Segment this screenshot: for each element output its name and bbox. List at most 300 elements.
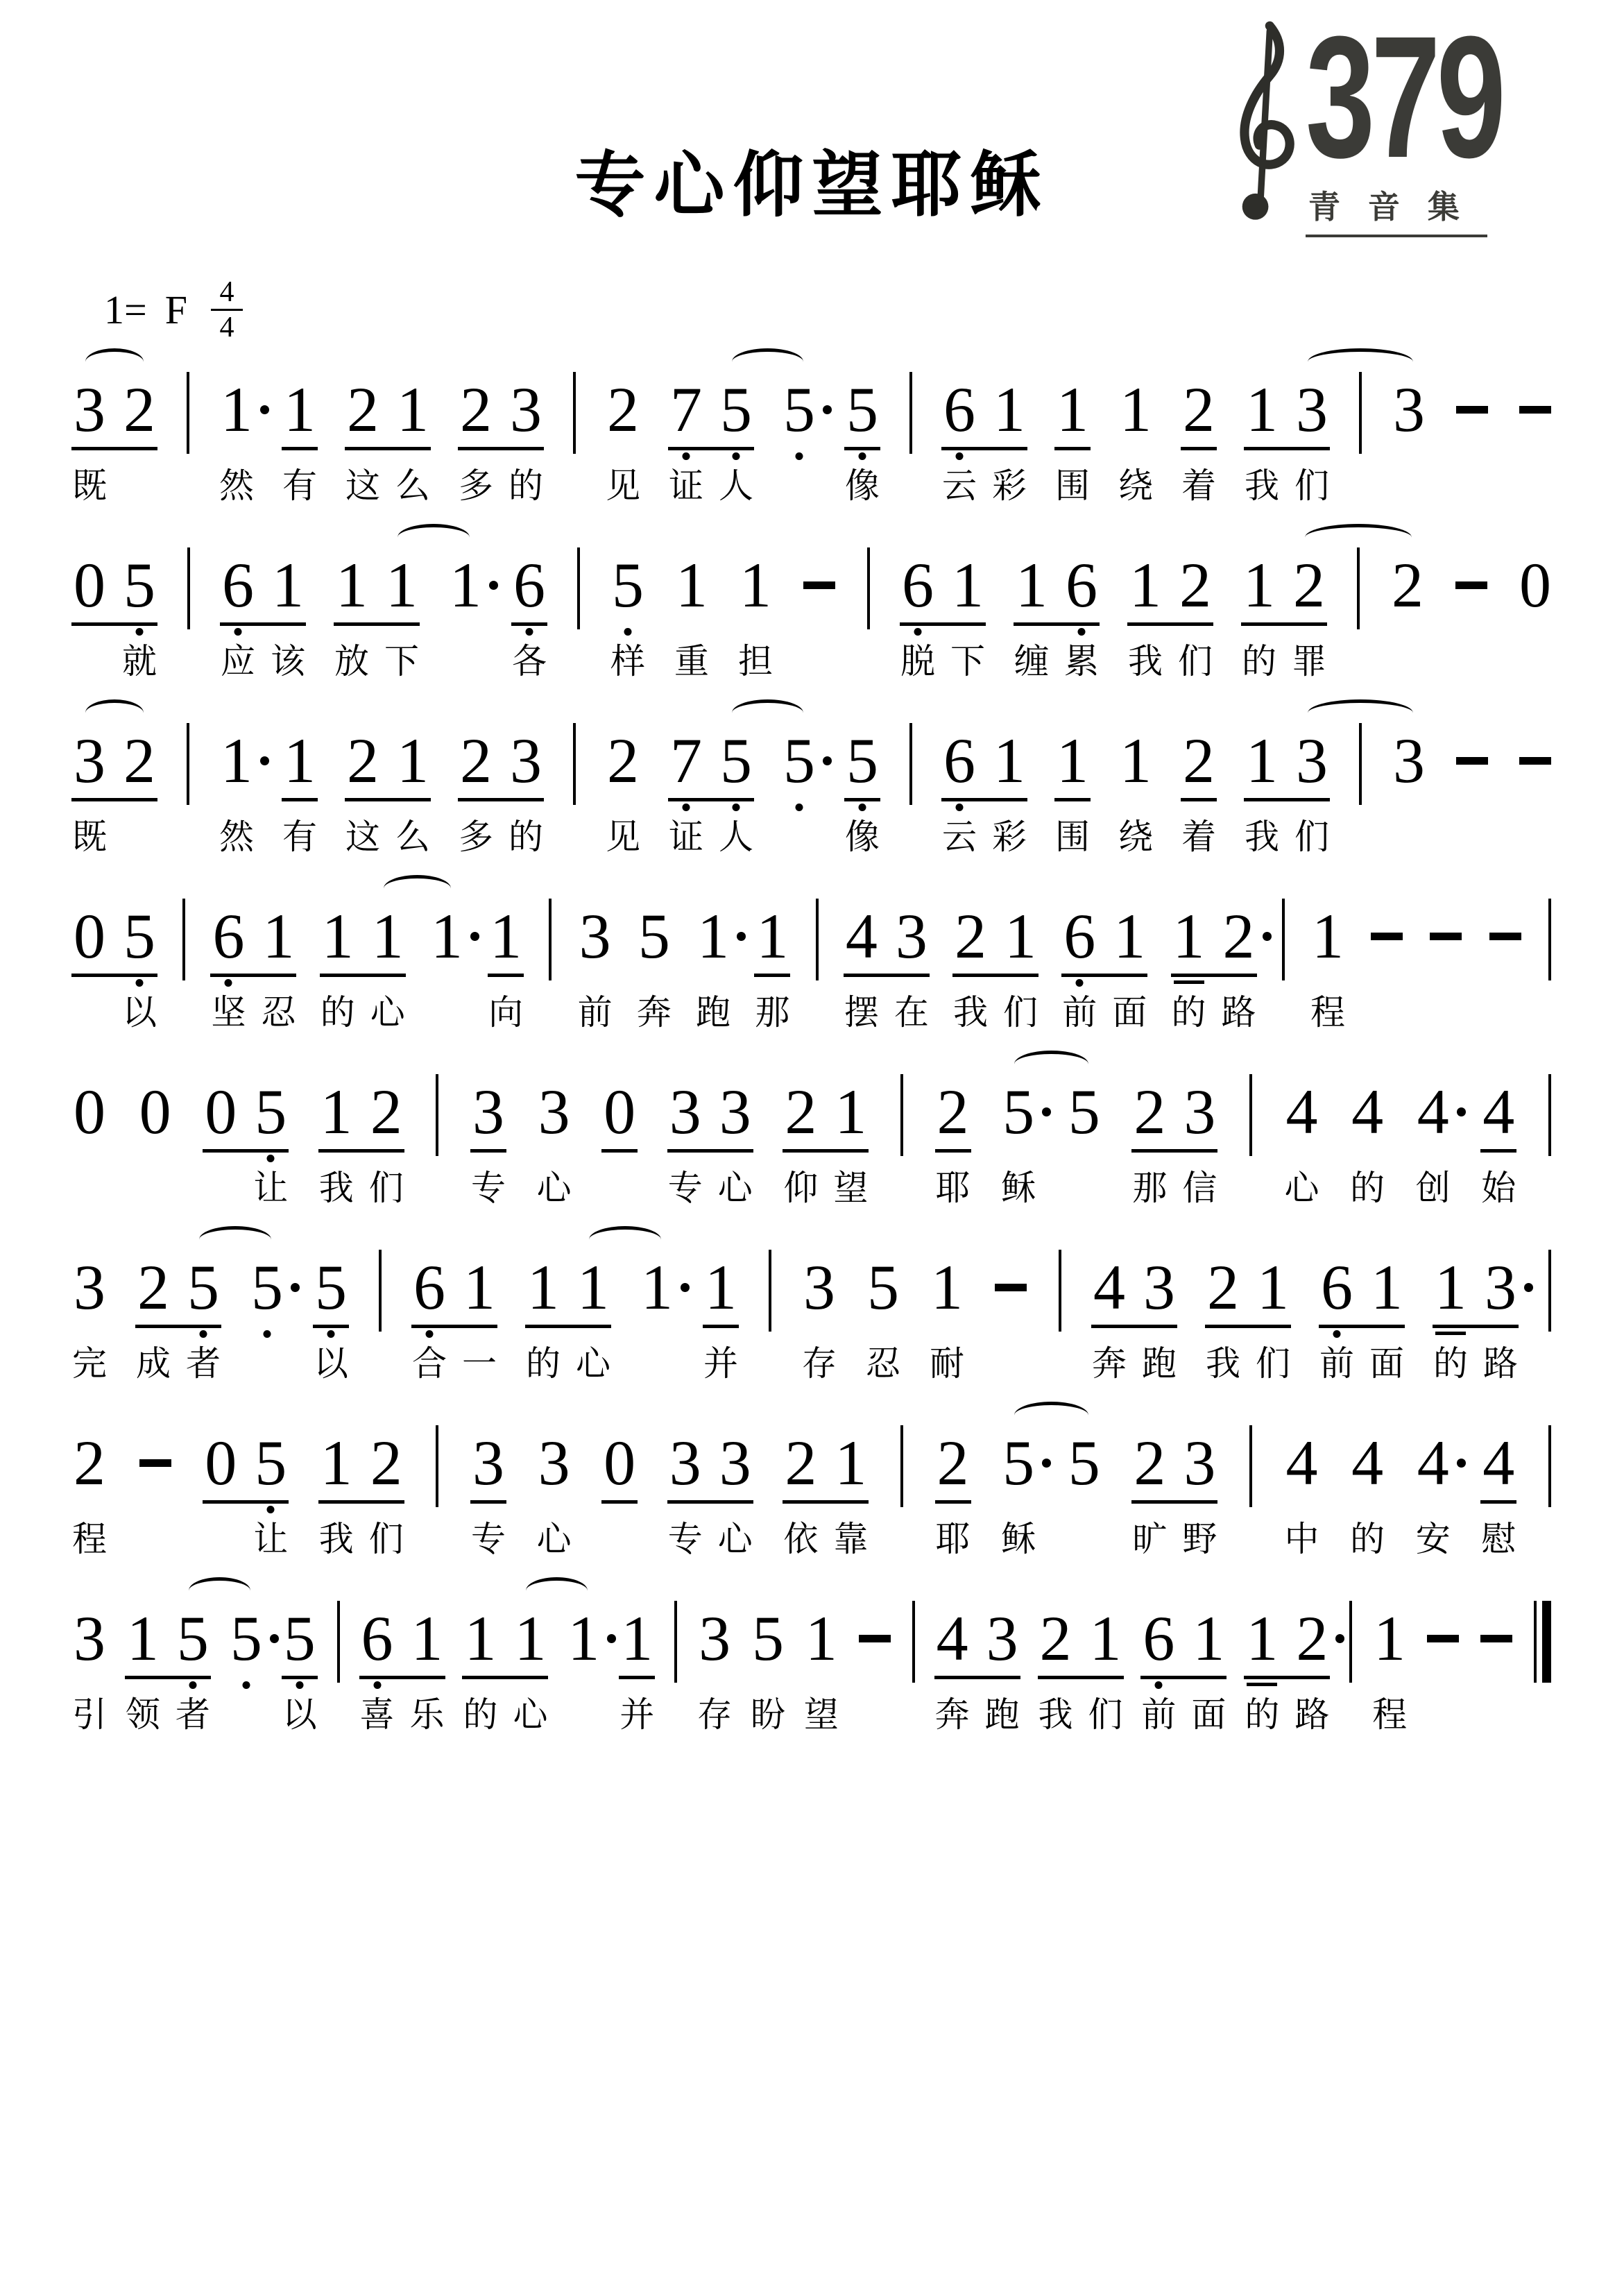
note-group	[1415, 1076, 1451, 1212]
time-signature	[211, 278, 243, 342]
note	[1068, 1076, 1100, 1212]
eighth-underline	[783, 1500, 869, 1504]
note-number: 2	[1293, 550, 1325, 620]
eighth-underline	[71, 447, 157, 450]
note-group	[1519, 550, 1551, 685]
note-number: 5	[1068, 1076, 1100, 1147]
barline	[337, 1601, 340, 1683]
note-group	[205, 1076, 289, 1212]
note-number: 5	[315, 1252, 347, 1323]
eighth-underline	[135, 1325, 221, 1328]
barline	[912, 1601, 915, 1683]
note-group	[470, 1427, 506, 1563]
lyric: 专	[470, 1169, 506, 1207]
note-group	[1181, 725, 1216, 860]
note-number: 5	[751, 1603, 784, 1674]
note-number: 2	[370, 1076, 402, 1147]
note	[1112, 901, 1147, 1036]
note-group	[334, 550, 419, 685]
lyric: 专	[470, 1520, 506, 1558]
note	[1088, 1603, 1123, 1738]
lyric: 我	[1245, 466, 1279, 505]
note	[72, 1252, 107, 1387]
note-number: 1	[1005, 901, 1037, 971]
note	[1221, 901, 1256, 1036]
note-number: 4	[1351, 1076, 1384, 1147]
note	[370, 901, 405, 1036]
note-group	[783, 374, 815, 509]
lyric: 着	[1181, 466, 1216, 505]
note-number: 5	[176, 1603, 209, 1674]
note	[1118, 374, 1153, 509]
note	[314, 1252, 348, 1387]
note-group	[318, 1076, 404, 1212]
dash-note	[803, 553, 835, 617]
note-group	[669, 374, 753, 509]
eighth-underline	[334, 622, 420, 626]
note	[641, 1252, 673, 1387]
lyric: 依	[783, 1520, 819, 1558]
note	[1182, 1076, 1217, 1212]
note	[253, 1427, 289, 1563]
barline	[182, 899, 185, 980]
note-group	[738, 550, 773, 685]
note	[1182, 1427, 1217, 1563]
eighth-underline	[900, 622, 986, 626]
note-number: 1	[397, 374, 429, 445]
low-octave-dot	[956, 452, 964, 460]
barline	[1349, 1601, 1352, 1683]
note-number: 2	[1223, 904, 1255, 968]
note-number: 1	[993, 725, 1025, 796]
lyric: 既	[72, 817, 107, 856]
eighth-underline	[1244, 447, 1330, 450]
note	[1014, 550, 1049, 685]
note	[669, 725, 703, 860]
note	[803, 1603, 839, 1738]
note-number: 4	[1417, 1080, 1449, 1144]
dash-note	[995, 1255, 1027, 1319]
lyric: 绕	[1118, 817, 1153, 856]
note-group	[942, 725, 1027, 860]
note-number: 3	[895, 901, 928, 971]
eighth-underline	[359, 1676, 445, 1679]
lyric: 那	[1132, 1169, 1168, 1207]
low-octave-dot	[526, 628, 533, 636]
note-number: 6	[1143, 1603, 1175, 1674]
note	[1350, 1427, 1385, 1563]
note-group	[1393, 374, 1425, 509]
measure-row	[72, 1603, 1551, 1738]
note-number: 1	[1371, 1252, 1403, 1323]
lyric: 前	[1319, 1344, 1354, 1383]
note	[74, 901, 105, 1036]
note-number: 1	[705, 1252, 737, 1323]
note-number: 2	[74, 1427, 105, 1498]
note-group	[459, 725, 543, 860]
slur-arc	[189, 1577, 250, 1604]
lyric: 一	[462, 1344, 497, 1383]
note-group	[205, 1427, 289, 1563]
low-octave-dot	[234, 628, 242, 636]
lyric: 各	[512, 642, 547, 681]
note-number: 2	[607, 725, 639, 796]
note-number: 3	[472, 1076, 504, 1147]
lyric: 信	[1182, 1169, 1217, 1207]
note-group	[567, 1603, 600, 1738]
note-number: 2	[123, 725, 155, 796]
lyric: 我	[1038, 1695, 1073, 1734]
note-group	[803, 1603, 839, 1738]
note-number: 1	[1435, 1252, 1467, 1323]
barline	[1548, 899, 1551, 980]
note	[1068, 1427, 1100, 1563]
note-number: 0	[604, 1076, 636, 1147]
note-group	[72, 725, 155, 860]
note-group	[802, 1252, 837, 1387]
eighth-underline	[203, 1149, 289, 1153]
lyric: 专	[667, 1520, 703, 1558]
eighth-underline	[470, 1149, 506, 1153]
note-number: 5	[255, 1076, 287, 1147]
note-number: 6	[902, 550, 934, 620]
note-number: 5	[720, 374, 752, 445]
note	[318, 1076, 354, 1212]
note-group	[359, 1603, 445, 1738]
eighth-underline	[203, 1500, 289, 1504]
note-number: 1	[805, 1603, 837, 1674]
note	[230, 1603, 262, 1738]
note	[318, 1427, 354, 1563]
lyric: 心	[717, 1169, 753, 1207]
note-number: 0	[74, 901, 105, 971]
note-number: 0	[604, 1427, 636, 1498]
dotted-note-dot	[291, 1283, 300, 1292]
eighth-underline	[318, 1149, 404, 1153]
lyric: 望	[803, 1695, 839, 1734]
note	[1294, 1603, 1330, 1738]
note	[1064, 550, 1099, 685]
dash-note	[1519, 377, 1551, 441]
note-number: 1	[1246, 1603, 1279, 1674]
note	[1132, 1427, 1168, 1563]
note-number: 7	[670, 725, 702, 796]
slur-arc	[398, 524, 470, 551]
note-number: 3	[1485, 1255, 1516, 1319]
dotted-note-dot	[1335, 1634, 1344, 1643]
note-group	[783, 1427, 869, 1563]
note-number: 2	[460, 725, 492, 796]
hymn-number: 379	[1305, 0, 1502, 194]
slur-arc	[589, 1226, 661, 1253]
note	[567, 1603, 600, 1738]
key-prefix: 1=	[104, 287, 147, 332]
note-group	[320, 901, 405, 1036]
dash-note	[1489, 904, 1521, 968]
note-number: 3	[538, 1427, 570, 1498]
slur-arc	[1308, 699, 1413, 727]
note	[783, 1076, 819, 1212]
note	[123, 374, 155, 509]
note	[844, 901, 879, 1036]
eighth-underline	[282, 798, 318, 801]
measure-row	[72, 725, 1551, 860]
lyric: 我	[953, 993, 989, 1032]
note-number: 7	[670, 374, 702, 445]
note-number: 3	[1393, 725, 1425, 796]
barline	[187, 547, 190, 629]
eighth-underline	[703, 1325, 739, 1328]
eighth-underline	[1181, 447, 1217, 450]
note	[334, 550, 369, 685]
eighth-underline	[1205, 1325, 1291, 1328]
barline	[436, 1425, 438, 1507]
barline	[1357, 547, 1360, 629]
lyric: 的	[320, 993, 355, 1032]
sixteenth-underline	[1247, 1683, 1277, 1686]
lyric: 像	[845, 817, 880, 856]
note	[536, 1427, 572, 1563]
lyric: 完	[72, 1344, 107, 1383]
dotted-note-dot	[681, 1283, 690, 1292]
note-group	[430, 901, 463, 1036]
note	[1392, 550, 1424, 685]
note-number: 4	[1351, 1427, 1384, 1498]
eighth-underline	[71, 622, 157, 626]
lyric: 靠	[833, 1520, 869, 1558]
note	[930, 1252, 964, 1387]
eighth-underline	[1054, 798, 1091, 801]
note-number: 1	[397, 725, 429, 796]
low-octave-dot	[1333, 1330, 1341, 1338]
eighth-underline	[1054, 447, 1091, 450]
barline	[573, 723, 576, 805]
note	[783, 1427, 819, 1563]
lyric: 下	[950, 642, 985, 681]
note	[1393, 725, 1425, 860]
note-number: 1	[740, 550, 771, 620]
note	[1181, 374, 1216, 509]
note-number: 1	[1246, 374, 1278, 445]
lyric: 云	[942, 466, 977, 505]
note	[833, 1427, 869, 1563]
note	[1128, 550, 1163, 685]
note	[409, 1603, 445, 1738]
note-number: 1	[262, 901, 295, 971]
note-number: 3	[1183, 1076, 1216, 1147]
eighth-underline	[345, 798, 431, 801]
note-group	[1092, 1252, 1177, 1387]
lyric: 前	[1062, 993, 1097, 1032]
lyric: 的	[1350, 1169, 1385, 1207]
barline	[1249, 1074, 1252, 1156]
note-number: 3	[1143, 1252, 1175, 1323]
lyric: 成	[136, 1344, 171, 1383]
note-number: 5	[187, 1252, 219, 1323]
dotted-note-dot	[737, 932, 746, 941]
note-number: 6	[212, 901, 245, 971]
note	[1055, 725, 1090, 860]
low-octave-dot	[733, 452, 740, 460]
note-group	[1001, 1427, 1036, 1563]
low-octave-dot	[796, 804, 803, 811]
dash-note	[1371, 904, 1403, 968]
note	[1393, 374, 1425, 509]
note-group	[72, 374, 155, 509]
note-group	[1284, 1076, 1319, 1212]
note-group	[251, 1252, 283, 1387]
eighth-underline	[470, 1500, 506, 1504]
note	[395, 725, 430, 860]
note	[576, 1252, 610, 1387]
note-group	[844, 901, 929, 1036]
note	[606, 374, 640, 509]
music-line	[74, 1574, 1551, 1750]
note	[667, 1076, 703, 1212]
dash-note	[1456, 377, 1488, 441]
lyric: 忍	[261, 993, 296, 1032]
note-group	[72, 1603, 107, 1738]
key-signature	[104, 278, 243, 342]
barline	[816, 899, 819, 980]
lyric: 的	[463, 1695, 498, 1734]
note-group	[1055, 725, 1090, 860]
note-number: 2	[137, 1252, 169, 1323]
note	[1519, 550, 1551, 685]
note	[1191, 1603, 1226, 1738]
note	[950, 550, 985, 685]
lyric: 程	[1372, 1695, 1408, 1734]
note	[984, 1603, 1020, 1738]
eighth-underline	[1127, 622, 1213, 626]
note	[508, 725, 543, 860]
note	[74, 550, 105, 685]
note	[282, 1603, 317, 1738]
eighth-underline	[667, 1149, 753, 1153]
note-number: 1	[1374, 1603, 1406, 1674]
eighth-underline	[125, 1676, 211, 1679]
note	[219, 374, 254, 509]
note-group	[282, 725, 317, 860]
note-number: 1	[697, 904, 729, 968]
note	[526, 1252, 561, 1387]
lyric: 我	[318, 1520, 354, 1558]
lyric: 证	[669, 466, 703, 505]
note	[1481, 1076, 1516, 1212]
dash-note	[139, 1431, 171, 1495]
note-number: 1	[1311, 901, 1344, 971]
note-number: 1	[1243, 550, 1275, 620]
note-number: 2	[1039, 1603, 1072, 1674]
eighth-underline	[1091, 1325, 1177, 1328]
note	[513, 1603, 548, 1738]
note-number: 1	[464, 1603, 497, 1674]
note	[1415, 1076, 1451, 1212]
slur-arc	[732, 348, 803, 375]
note	[345, 374, 380, 509]
note	[1142, 1252, 1177, 1387]
note	[320, 901, 355, 1036]
note-group	[1118, 374, 1153, 509]
note-number: 5	[1002, 1080, 1034, 1144]
note-group	[1068, 1427, 1100, 1563]
note	[1181, 725, 1216, 860]
lyric: 样	[610, 642, 645, 681]
lyric: 存	[802, 1344, 837, 1383]
barline	[1059, 1250, 1061, 1332]
note	[669, 374, 703, 509]
note-group	[1481, 1076, 1516, 1212]
note	[610, 550, 645, 685]
slur-arc	[85, 699, 144, 727]
note-number: 0	[74, 550, 105, 620]
music-line	[74, 1399, 1551, 1574]
note-group	[1055, 374, 1090, 509]
slur-arc	[85, 348, 144, 375]
lyric: 的	[508, 817, 543, 856]
note	[1001, 1427, 1036, 1563]
note-group	[230, 1603, 262, 1738]
lyric: 路	[1221, 993, 1256, 1032]
low-octave-dot	[956, 804, 964, 811]
measure-row	[74, 550, 1551, 685]
lyric: 们	[1088, 1695, 1123, 1734]
note-group	[459, 374, 543, 509]
lyric: 见	[606, 817, 640, 856]
eighth-underline	[1244, 798, 1330, 801]
note	[674, 550, 709, 685]
music-line	[74, 697, 1551, 872]
note-number: 3	[699, 1603, 731, 1674]
note-number: 1	[514, 1603, 547, 1674]
dotted-note-dot	[1042, 1459, 1051, 1468]
note-number: 2	[937, 1076, 969, 1147]
note-group	[211, 901, 296, 1036]
note-group	[845, 374, 880, 509]
note	[459, 725, 493, 860]
eighth-underline	[1241, 622, 1327, 626]
lyric: 始	[1481, 1169, 1516, 1207]
note	[368, 1427, 404, 1563]
note	[606, 725, 640, 860]
note-group	[619, 1603, 655, 1738]
eighth-underline	[601, 1149, 638, 1153]
note	[368, 1076, 404, 1212]
barline	[909, 723, 912, 805]
lyric: 心	[717, 1520, 753, 1558]
barline	[900, 1074, 903, 1156]
lyric: 耶	[935, 1169, 971, 1207]
note-group	[783, 725, 815, 860]
note	[359, 1603, 395, 1738]
note-number: 1	[1120, 374, 1152, 445]
lyric: 们	[1003, 993, 1038, 1032]
low-octave-dot	[1078, 628, 1086, 636]
barline	[1548, 1074, 1551, 1156]
note-number: 6	[513, 550, 545, 620]
lyric: 人	[719, 817, 753, 856]
lyric: 们	[1294, 466, 1329, 505]
barline	[1359, 372, 1362, 454]
lyric: 摆	[844, 993, 879, 1032]
note	[1178, 550, 1213, 685]
note	[636, 901, 672, 1036]
note-number: 4	[1093, 1252, 1125, 1323]
note	[935, 1076, 971, 1212]
note-group	[667, 1427, 753, 1563]
dotted-note-dot	[260, 405, 269, 414]
note-group	[488, 901, 524, 1036]
